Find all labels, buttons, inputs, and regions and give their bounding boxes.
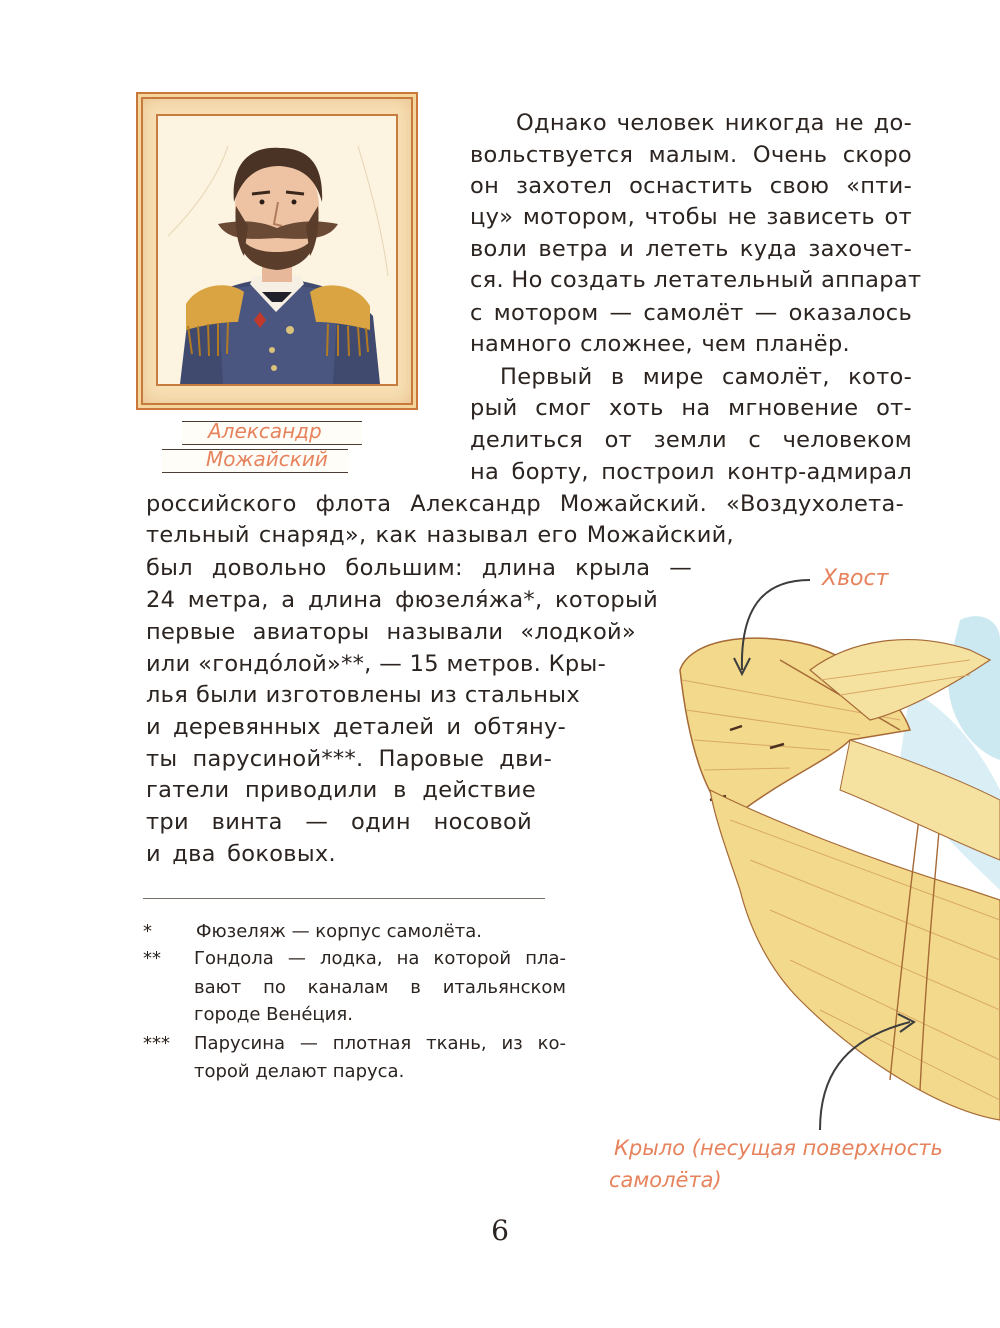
- label-wing-line1: Крыло (несущая поверхность: [614, 1136, 943, 1160]
- footnote-text: Фюзеляж — корпус самолёта.: [196, 921, 482, 942]
- footnote-mark: ***: [143, 1033, 170, 1054]
- body-line: был довольно большим: длина крыла —: [146, 555, 692, 581]
- label-tail: Хвост: [822, 566, 889, 591]
- footnote-mark: *: [143, 921, 152, 942]
- body-line: воли ветра и лететь куда захочет-: [470, 236, 912, 262]
- footnote-text: Гондола — лодка, на которой пла-: [194, 948, 566, 969]
- body-line: и деревянных деталей и обтяну-: [146, 714, 566, 740]
- body-line: или «гондо́лой»**, — 15 метров. Кры-: [146, 651, 606, 677]
- footnote-text: торой делают паруса.: [194, 1061, 405, 1082]
- page-number: 6: [491, 1214, 509, 1247]
- body-line: намного сложнее, чем планёр.: [470, 331, 850, 357]
- body-line: ты парусиной***. Паровые дви-: [146, 746, 552, 772]
- body-line: на борту, построил контр-адмирал: [470, 459, 912, 485]
- body-line: цу» мотором, чтобы не зависеть от: [470, 204, 912, 230]
- body-line: три винта — один носовой: [146, 809, 532, 835]
- portrait-caption-line1: Александр: [208, 419, 322, 443]
- body-line: Однако человек никогда не до-: [516, 110, 912, 136]
- body-line: тельный снаряд», как называл его Можайский,: [146, 522, 734, 548]
- body-line: первые авиаторы называли «лодкой»: [146, 619, 636, 645]
- portrait-frame: [136, 92, 418, 410]
- footnote-mark: **: [143, 948, 161, 969]
- footnote-text: Парусина — плотная ткань, из ко-: [194, 1033, 566, 1054]
- body-line: 24 метра, а длина фюзеля́жа*, который: [146, 587, 658, 613]
- portrait-caption-line2: Можайский: [206, 447, 328, 471]
- label-wing-line2: самолёта): [609, 1168, 722, 1192]
- body-line: он захотел оснастить свою «пти-: [470, 173, 912, 199]
- body-line: лья были изготовлены из стальных: [146, 682, 580, 708]
- body-line: ся. Но создать летательный аппарат: [470, 267, 922, 293]
- footnote-text: городе Вене́ция.: [194, 1004, 353, 1025]
- portrait-image: [158, 116, 396, 384]
- body-line: рый смог хоть на мгновение от-: [470, 395, 912, 421]
- footnote-text: вают по каналам в итальянском: [194, 977, 566, 998]
- body-line: с мотором — самолёт — оказалось: [470, 300, 912, 326]
- body-line: вольствуется малым. Очень скоро: [470, 142, 912, 168]
- body-line: и два боковых.: [146, 841, 336, 867]
- footnote-divider: [143, 898, 545, 899]
- body-line: делиться от земли с человеком: [470, 427, 912, 453]
- body-line: российского флота Александр Можайский. «Воздухолета-: [146, 491, 904, 517]
- portrait-illustration: [158, 116, 396, 384]
- body-line: гатели приводили в действие: [146, 777, 536, 803]
- body-line: Первый в мире самолёт, кото-: [500, 364, 912, 390]
- airplane-illustration: [670, 560, 1000, 1160]
